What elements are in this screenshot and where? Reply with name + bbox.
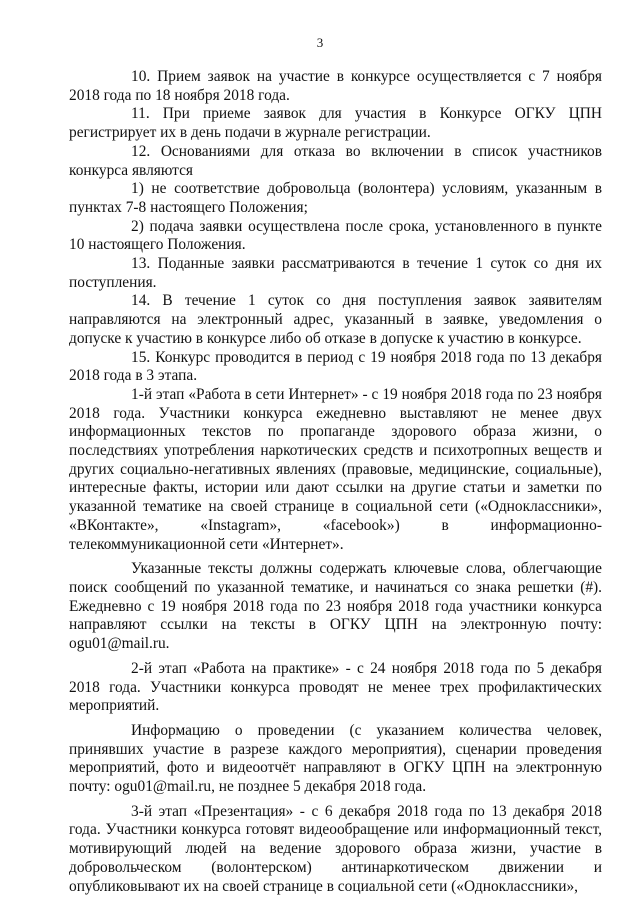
document-body: [69, 68, 602, 896]
stage-3-paragraph: 3-й этап «Презентация» - с 6 декабря 2018 года по 13 декабря 2018 года. Участники конкурса готовят видеообращение или информационный текст, мотивирующий людей на ведение здорового образа жизни, участие в добровольческом (волонтерском) антинаркотическом движении и опубликовывают их на своей странице в социальной сети («Одноклассники»,: [69, 802, 602, 895]
stage-1-paragraph: 1-й этап «Работа в сети Интернет» - с 19 ноября 2018 года по 23 ноября 2018 года. Участники конкурса ежедневно выставляют не менее двух информационных текстов по пропаганде здорового образа жизни, о последствиях употребления наркотических средств и психотропных веществ и других социально-негативных явлениях (правовые, медицинские, социальные), интересные факты, истории или дают ссылки на другие статьи и заметки по указанной тематике на своей странице в социальной сети («Одноклассники», «ВКонтакте», «Instagram», «facebook») в информационно-телекоммуникационной сети «Интернет».: [69, 385, 602, 553]
stage-2-paragraph: 2-й этап «Работа на практике» - с 24 ноября 2018 года по 5 декабря 2018 года. Участники конкурса проводят не менее трех профилактических мероприятий.: [69, 659, 602, 715]
paragraph-11: 11. При приеме заявок для участия в Конкурсе ОГКУ ЦПН регистрирует их в день подачи в журнале регистрации.: [69, 105, 602, 142]
paragraph-13: 13. Поданные заявки рассматриваются в течение 1 суток со дня их поступления.: [69, 255, 602, 291]
paragraph-10: 10. Прием заявок на участие в конкурсе осуществляется с 7 ноября 2018 года по 18 ноября 2018 года.: [69, 68, 602, 104]
paragraph-15: 15. Конкурс проводится в период с 19 ноября 2018 года по 13 декабря 2018 года в 3 этапа.: [69, 348, 602, 385]
paragraph-12: 12. Основаниями для отказа во включении в список участников конкурса являются: [69, 142, 602, 179]
stage-1-texts-paragraph: Указанные тексты должны содержать ключевые слова, облегчающие поиск сообщений по указанной тематике, и начинаться со знака решетки (#). Ежедневно с 19 ноября 2018 года по 23 ноября 2018 года участники конкурса направляют ссылки на тексты в ОГКУ ЦПН на электронную почту: ogu01@mail.ru.: [69, 560, 602, 653]
paragraph-12-item-1: 1) не соответствие добровольца (волонтера) условиям, указанным в пунктах 7-8 настоящего Положения;: [69, 180, 602, 216]
stage-2-report-paragraph: Информацию о проведении (с указанием количества человек, принявших участие в разрезе каждого мероприятия), сценарии проведения мероприятий, фото и видеоотчёт направляют в ОГКУ ЦПН на электронную почту: ogu01@mail.ru, не позднее 5 декабря 2018 года.: [69, 721, 602, 796]
paragraph-14: 14. В течение 1 суток со дня поступления заявок заявителям направляются на электронный адрес, указанный в заявке, уведомления о допуске к участию в конкурсе либо об отказе в допуске к участию в конкурсе.: [69, 292, 602, 347]
paragraph-12-item-2: 2) подача заявки осуществлена после срока, установленного в пункте 10 настоящего Положения.: [69, 217, 602, 254]
page-number: 3: [316, 35, 324, 50]
